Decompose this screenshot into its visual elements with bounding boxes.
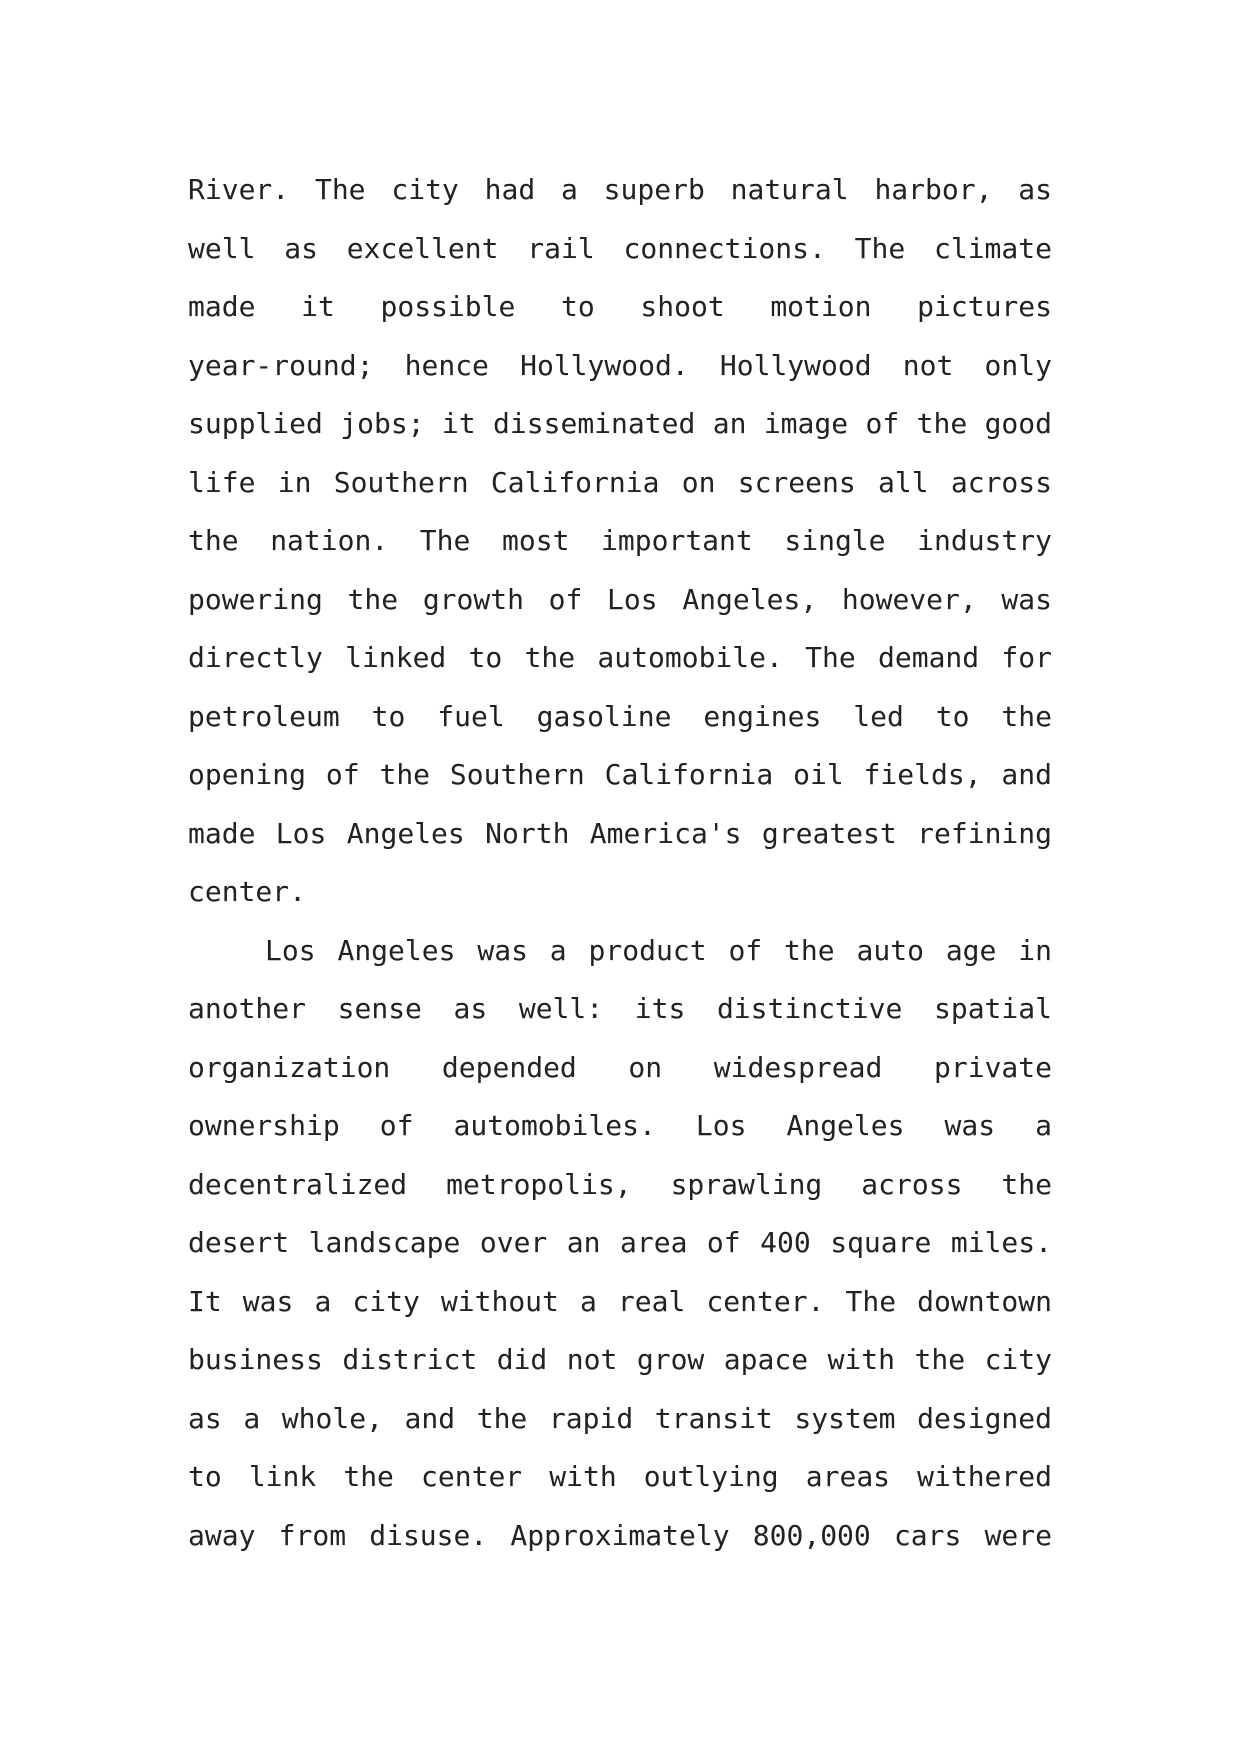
text-line: as a whole, and the rapid transit system designed <box>188 1401 1052 1435</box>
text-line: year-round; hence Hollywood. Hollywood not only <box>188 348 1052 382</box>
text-line: Los Angeles was a product of the auto age in <box>265 933 1052 967</box>
text-line: life in Southern California on screens all across <box>188 465 1052 499</box>
text-line: opening of the Southern California oil fields, and <box>188 758 1052 791</box>
text-line: to link the center with outlying areas withered <box>188 1460 1052 1493</box>
text-line: the nation. The most important single industry <box>188 524 1052 557</box>
text-line: made it possible to shoot motion pictures <box>188 290 1052 323</box>
text-line: well as excellent rail connections. The climate <box>188 231 1052 265</box>
text-line: business district did not grow apace with the city <box>188 1343 1052 1376</box>
text-line: directly linked to the automobile. The demand for <box>188 641 1052 674</box>
text-line: ownership of automobiles. Los Angeles was a <box>188 1109 1052 1142</box>
text-line: It was a city without a real center. The downtown <box>188 1284 1052 1318</box>
text-line: center. <box>188 875 307 908</box>
document-body <box>188 161 1052 1565</box>
text-line: supplied jobs; it disseminated an image of the good <box>188 407 1052 440</box>
text-line: away from disuse. Approximately 800,000 cars were <box>188 1518 1052 1552</box>
paragraph-1 <box>188 161 1052 922</box>
text-line: organization depended on widespread private <box>188 1050 1052 1084</box>
text-line: made Los Angeles North America's greatest refining <box>188 816 1052 850</box>
text-line: powering the growth of Los Angeles, however, was <box>188 582 1052 616</box>
text-line: decentralized metropolis, sprawling across the <box>188 1167 1052 1201</box>
text-line: another sense as well: its distinctive spatial <box>188 992 1052 1025</box>
text-line: petroleum to fuel gasoline engines led to the <box>188 699 1052 733</box>
text-line: desert landscape over an area of 400 square miles. <box>188 1226 1052 1259</box>
paragraph-2 <box>188 922 1052 1566</box>
text-line: River. The city had a superb natural harbor, as <box>188 173 1052 206</box>
